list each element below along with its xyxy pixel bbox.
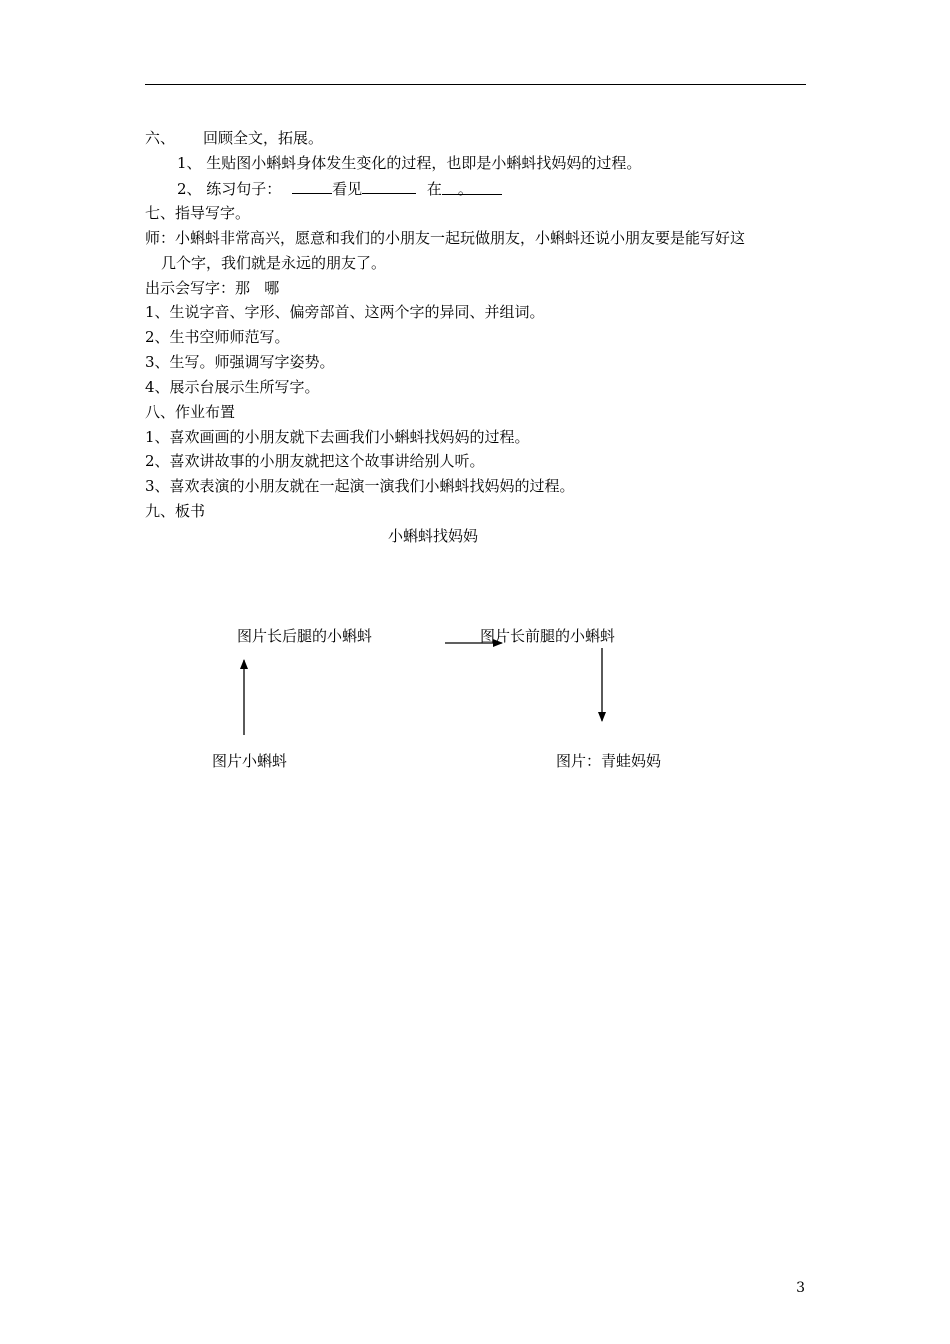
homework-item-1: 1、喜欢画画的小朋友就下去画我们小蝌蚪找妈妈的过程。 <box>145 428 530 446</box>
teacher-line-2: 几个字，我们就是永远的朋友了。 <box>161 254 387 272</box>
sentence-end-mark: 。 <box>457 180 473 198</box>
board-node-frog-mother: 图片：青蛙妈妈 <box>556 752 662 770</box>
homework-item-2: 2、喜欢讲故事的小朋友就把这个故事讲给别人听。 <box>145 452 485 470</box>
board-node-hind-legs: 图片长后腿的小蝌蚪 <box>237 627 373 645</box>
section-6-title: 回顾全文，拓展。 <box>203 129 324 147</box>
section-6-number: 六、 <box>145 129 176 147</box>
homework-item-3: 3、喜欢表演的小朋友就在一起演一演我们小蝌蚪找妈妈的过程。 <box>145 477 575 495</box>
sentence-practice-label: 2、 练习句子： <box>177 180 282 198</box>
section-8-heading: 八、作业布置 <box>145 403 236 421</box>
sentence-word-seen: 看见 <box>332 180 363 198</box>
section-6-item-1: 1、 生贴图小蝌蚪身体发生变化的过程，也即是小蝌蚪找妈妈的过程。 <box>177 154 642 172</box>
writing-characters: 出示会写字：那 哪 <box>145 279 280 297</box>
board-node-front-legs: 图片长前腿的小蝌蚪 <box>480 627 616 645</box>
board-title: 小蝌蚪找妈妈 <box>388 527 479 545</box>
writing-step-4: 4、展示台展示生所写字。 <box>145 378 320 396</box>
page-number: 3 <box>796 1280 805 1296</box>
sentence-word-at: 在 <box>426 180 442 198</box>
writing-step-3: 3、生写。师强调写字姿势。 <box>145 353 335 371</box>
section-9-heading: 九、板书 <box>145 502 206 520</box>
writing-step-1: 1、生说字音、字形、偏旁部首、这两个字的异同、并组词。 <box>145 303 545 321</box>
section-7-heading: 七、指导写字。 <box>145 204 251 222</box>
writing-step-2: 2、生书空师师范写。 <box>145 328 290 346</box>
teacher-line-1: 师：小蝌蚪非常高兴，愿意和我们的小朋友一起玩做朋友，小蝌蚪还说小朋友要是能写好这 <box>145 229 746 247</box>
board-node-tadpole: 图片小蝌蚪 <box>212 752 288 770</box>
